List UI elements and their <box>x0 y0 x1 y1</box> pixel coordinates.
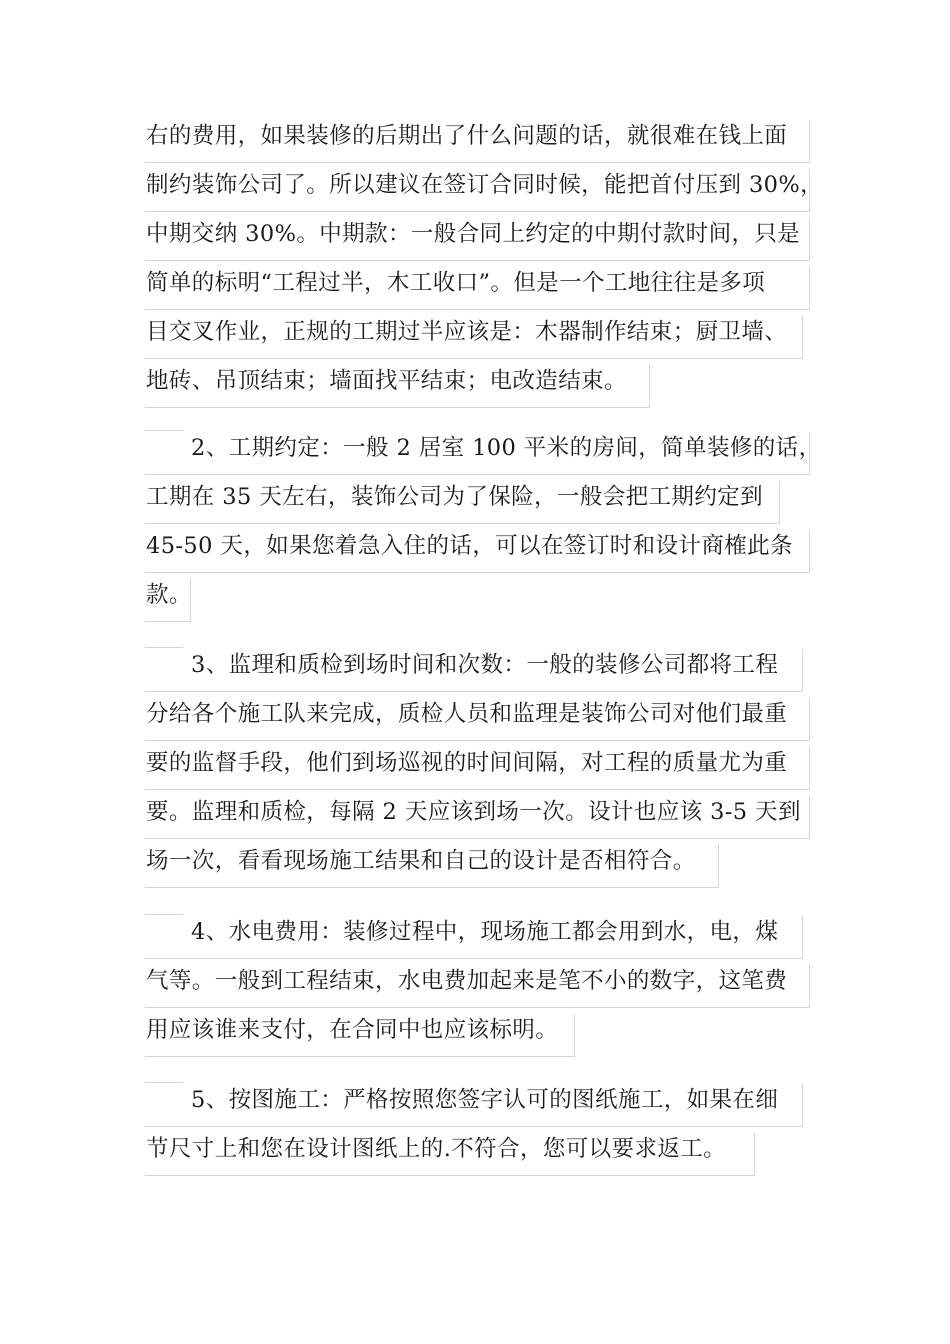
text-line <box>145 910 803 959</box>
line-text: 制约装饰公司了。所以建议在签订合同时候，能把首付压到 30%， <box>146 172 824 198</box>
text-line <box>145 114 810 163</box>
line-text: 4、水电费用：装修过程中，现场施工都会用到水，电，煤 <box>191 919 779 945</box>
text-line <box>145 475 780 524</box>
text-line <box>145 359 650 408</box>
text-line <box>145 212 810 261</box>
paragraph-supervision-visits <box>145 643 810 888</box>
text-line <box>145 310 803 359</box>
line-text: 地砖、吊顶结束；墙面找平结束；电改造结束。 <box>146 368 627 394</box>
paragraph-payment-terms <box>145 114 824 408</box>
paragraph-utility-costs <box>145 910 810 1057</box>
paragraph-schedule-agreement <box>145 426 822 622</box>
text-line <box>145 839 719 888</box>
line-text: 2、工期约定：一般 2 居室 100 平米的房间，简单装修的话， <box>191 435 822 461</box>
line-text: 要的监督手段，他们到场巡视的时间间隔，对工程的质量尤为重 <box>146 750 788 776</box>
text-line <box>145 741 810 790</box>
paragraph-build-to-drawings <box>145 1078 810 1176</box>
text-line <box>145 643 803 692</box>
text-line <box>145 692 810 741</box>
text-line <box>145 1127 755 1176</box>
line-text: 分给各个施工队来完成，质检人员和监理是装饰公司对他们最重 <box>146 701 788 727</box>
line-text: 右的费用，如果装修的后期出了什么问题的话，就很难在钱上面 <box>146 123 788 149</box>
text-line <box>145 524 810 573</box>
line-text: 气等。一般到工程结束，水电费加起来是笔不小的数字，这笔费 <box>146 968 788 994</box>
text-line <box>145 573 191 622</box>
text-line <box>145 790 810 839</box>
line-text: 款。 <box>146 582 192 608</box>
line-text: 目交叉作业，正规的工期过半应该是：木器制作结束；厨卫墙、 <box>146 319 788 345</box>
text-line <box>145 163 824 212</box>
line-text: 节尺寸上和您在设计图纸上的.不符合，您可以要求返工。 <box>146 1136 727 1162</box>
line-text: 场一次，看看现场施工结果和自己的设计是否相符合。 <box>146 848 696 874</box>
line-text: 用应该谁来支付，在合同中也应该标明。 <box>146 1017 559 1043</box>
line-text: 5、按图施工：严格按照您签字认可的图纸施工，如果在细 <box>191 1087 779 1113</box>
text-line <box>145 426 822 475</box>
text-line <box>145 261 810 310</box>
text-line <box>145 1008 575 1057</box>
line-text: 要。监理和质检，每隔 2 天应该到场一次。设计也应该 3-5 天到 <box>146 799 801 825</box>
line-text: 45-50 天，如果您着急入住的话，可以在签订时和设计商榷此条 <box>146 533 793 559</box>
line-text: 工期在 35 天左右，装饰公司为了保险，一般会把工期约定到 <box>146 484 764 510</box>
line-text: 中期交纳 30%。中期款：一般合同上约定的中期付款时间，只是 <box>146 221 801 247</box>
text-line <box>145 959 810 1008</box>
text-line <box>145 1078 803 1127</box>
line-text: 简单的标明“工程过半，木工收口”。但是一个工地往往是多项 <box>146 270 766 296</box>
line-text: 3、监理和质检到场时间和次数：一般的装修公司都将工程 <box>191 652 779 678</box>
